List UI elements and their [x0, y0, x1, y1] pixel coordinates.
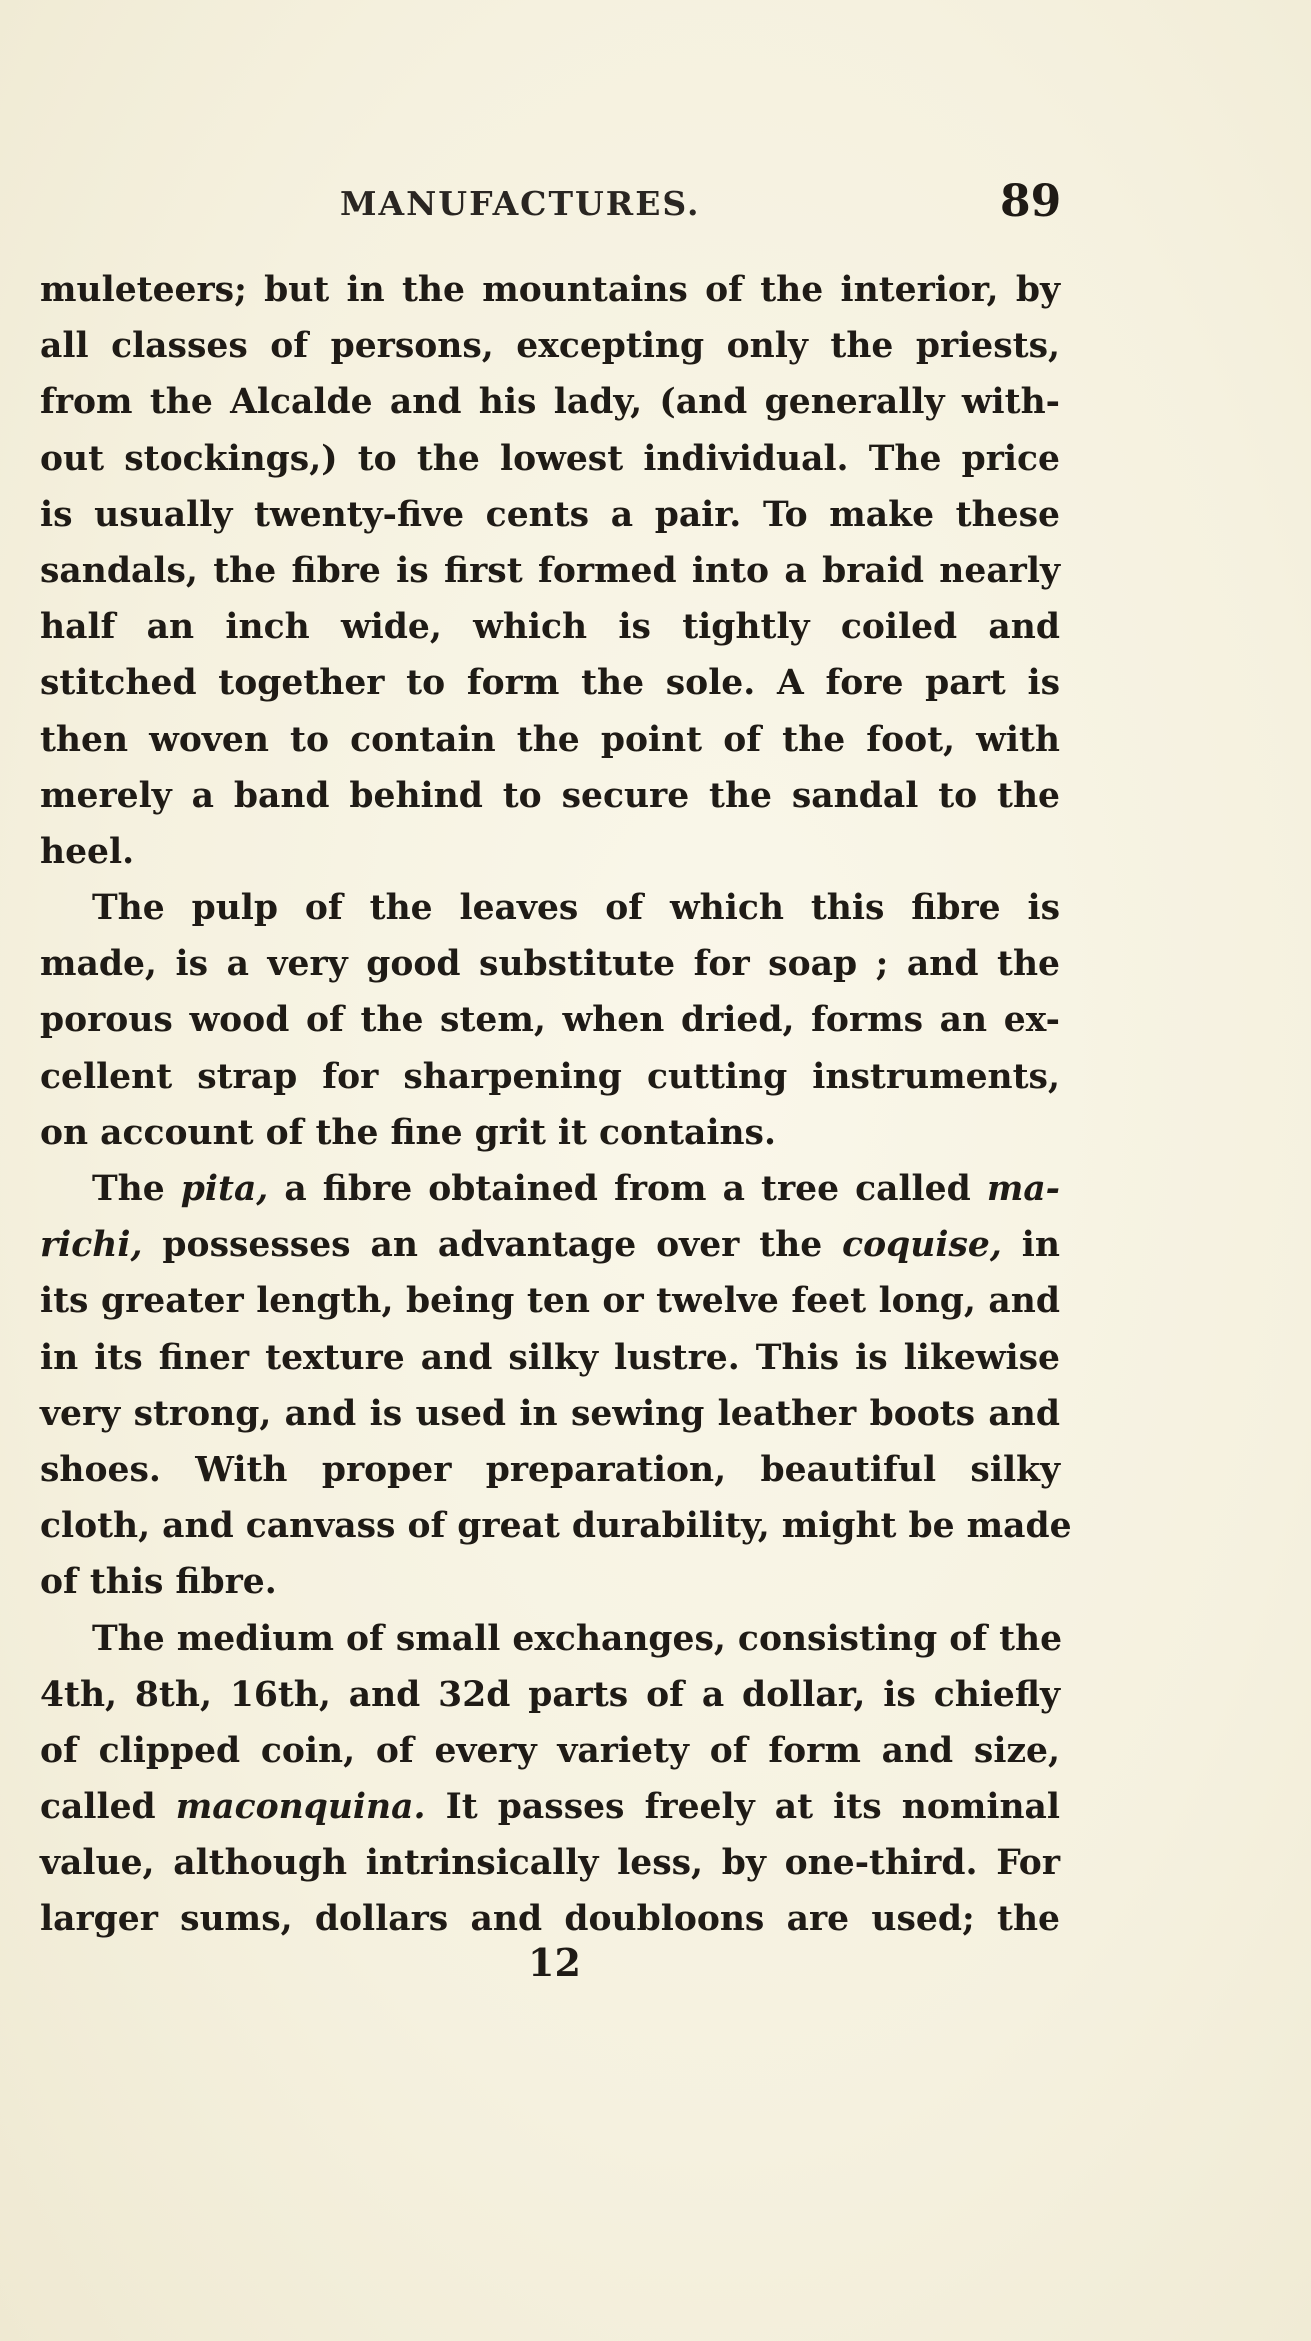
text-line: half an inch wide, which is tightly coiled and: [40, 607, 1060, 648]
text-line: cloth, and canvass of great durability, might be made: [40, 1506, 1072, 1547]
text-line: [40, 1217, 1060, 1273]
text-line: in its finer texture and silky lustre. This is likewise: [40, 1337, 1060, 1378]
text-line: [40, 1161, 1060, 1217]
text-line: on account of the fine grit it contains.: [40, 1112, 776, 1153]
text-run: a fibre obtained from a tree called: [268, 1169, 987, 1209]
body-text: [40, 262, 1072, 1948]
text-line: made, is a very good substitute for soap ; and the: [40, 944, 1060, 985]
text-line: heel.: [40, 831, 135, 872]
italic-term: richi,: [40, 1225, 143, 1266]
text-line: 4th, 8th, 16th, and 32d parts of a dollar, is chiefly: [40, 1674, 1060, 1715]
italic-term: coquise,: [842, 1225, 1002, 1266]
text-line: of this fibre.: [40, 1562, 277, 1603]
text-line: The pulp of the leaves of which this fibre is: [92, 888, 1060, 929]
text-line: larger sums, dollars and doubloons are used; the: [40, 1899, 1060, 1940]
text-line: stitched together to form the sole. A fore part is: [40, 663, 1060, 704]
signature-mark: 12: [528, 1940, 581, 1985]
text-line: [40, 1779, 1060, 1835]
text-run: in: [1001, 1225, 1060, 1266]
page-number: 89: [1000, 176, 1062, 227]
text-line: then woven to contain the point of the foot, with: [40, 719, 1060, 760]
text-run: The: [92, 1169, 181, 1209]
italic-term: pita,: [180, 1169, 269, 1209]
text-run: called: [40, 1787, 176, 1828]
text-line: value, although intrinsically less, by one-third. For: [40, 1843, 1060, 1884]
text-line: The medium of small exchanges, consisting of the: [92, 1618, 1063, 1659]
text-line: of clipped coin, of every variety of form and size,: [40, 1730, 1060, 1771]
text-line: all classes of persons, excepting only the priests,: [40, 326, 1060, 367]
text-line: from the Alcalde and his lady, (and generally with-: [40, 382, 1060, 423]
text-line: porous wood of the stem, when dried, forms an ex-: [40, 1000, 1060, 1041]
text-line: very strong, and is used in sewing leather boots and: [40, 1393, 1060, 1434]
running-title: MANUFACTURES.: [340, 184, 701, 223]
text-line: its greater length, being ten or twelve feet long, and: [40, 1281, 1060, 1322]
text-line: muleteers; but in the mountains of the interior, by: [40, 270, 1060, 310]
italic-term: maconquina.: [175, 1787, 426, 1828]
italic-term: ma-: [986, 1169, 1060, 1209]
text-line: is usually twenty-five cents a pair. To make these: [40, 494, 1060, 535]
page-header: [0, 172, 1311, 232]
text-line: sandals, the fibre is first formed into a braid nearly: [40, 550, 1060, 591]
text-line: merely a band behind to secure the sandal to the: [40, 775, 1060, 816]
text-line: out stockings,) to the lowest individual. The price: [40, 438, 1060, 479]
text-run: It passes freely at its nominal: [425, 1787, 1060, 1828]
text-line: shoes. With proper preparation, beautiful silky: [40, 1449, 1060, 1490]
text-run: possesses an advantage over the: [142, 1225, 843, 1266]
text-line: cellent strap for sharpening cutting instruments,: [40, 1056, 1060, 1097]
